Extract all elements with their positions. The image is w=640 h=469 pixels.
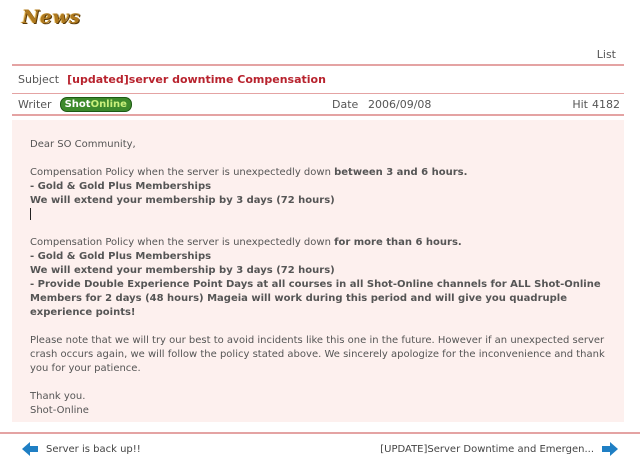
arrow-left-icon bbox=[22, 442, 38, 456]
news-logo: News bbox=[22, 6, 81, 28]
previous-post-label: Server is back up!! bbox=[46, 443, 141, 455]
policy-1-membership: - Gold & Gold Plus Memberships bbox=[30, 181, 212, 192]
policy-2-double-exp: - Provide Double Experience Point Days at all courses in all Shot-Online channels for ALL Shot-Online Members for 2 days (48 hours) Mageia will work during this period and will give you quadruple experience points! bbox=[30, 279, 601, 318]
writer-label: Writer bbox=[18, 97, 52, 111]
list-link[interactable]: List bbox=[596, 48, 616, 61]
post-date: 2006/09/08 bbox=[368, 97, 432, 111]
writer-badge-sub: Online bbox=[90, 98, 127, 110]
policy-2-line bbox=[30, 236, 606, 250]
signature: Shot-Online bbox=[30, 405, 89, 416]
closing: Thank you. bbox=[30, 391, 86, 402]
policy-over-6-hours bbox=[30, 236, 606, 320]
arrow-right-icon bbox=[602, 442, 618, 456]
policy-3-6-hours bbox=[30, 166, 606, 222]
policy-1-extension: We will extend your membership by 3 days (72 hours) bbox=[30, 195, 335, 206]
policy-2-bold: for more than 6 hours. bbox=[334, 237, 462, 248]
next-post-label: [UPDATE]Server Downtime and Emergen... bbox=[380, 443, 594, 455]
writer-badge-main: Shot bbox=[64, 98, 91, 110]
writer-row bbox=[12, 94, 624, 116]
policy-2-plain: Compensation Policy when the server is unexpectedly down bbox=[30, 237, 335, 248]
policy-2-membership: - Gold & Gold Plus Memberships bbox=[30, 251, 212, 262]
subject-label: Subject bbox=[18, 73, 60, 86]
subject-row bbox=[12, 64, 624, 94]
text-cursor bbox=[30, 208, 31, 220]
post-subject: [updated]server downtime Compensation bbox=[67, 73, 326, 86]
post-content bbox=[12, 120, 624, 422]
previous-post-link[interactable] bbox=[22, 442, 141, 456]
greeting: Dear SO Community, bbox=[30, 139, 136, 150]
policy-2-extension: We will extend your membership by 3 days (72 hours) bbox=[30, 265, 335, 276]
date-label: Date bbox=[332, 97, 359, 111]
hit-label: Hit bbox=[572, 97, 588, 111]
policy-1-bold: between 3 and 6 hours. bbox=[334, 167, 468, 178]
next-post-link[interactable] bbox=[380, 442, 618, 456]
hit-count: 4182 bbox=[592, 97, 620, 111]
post-navigation bbox=[0, 432, 640, 466]
writer-badge bbox=[60, 97, 132, 112]
apology-paragraph: Please note that we will try our best to avoid incidents like this one in the future. However if an unexpected server crash occurs again, we will follow the policy stated above. We sincerely apologize for the inconvenience and thank you for your patience. bbox=[30, 335, 605, 374]
policy-1-plain: Compensation Policy when the server is unexpectedly down bbox=[30, 167, 335, 178]
policy-1-line bbox=[30, 166, 606, 180]
